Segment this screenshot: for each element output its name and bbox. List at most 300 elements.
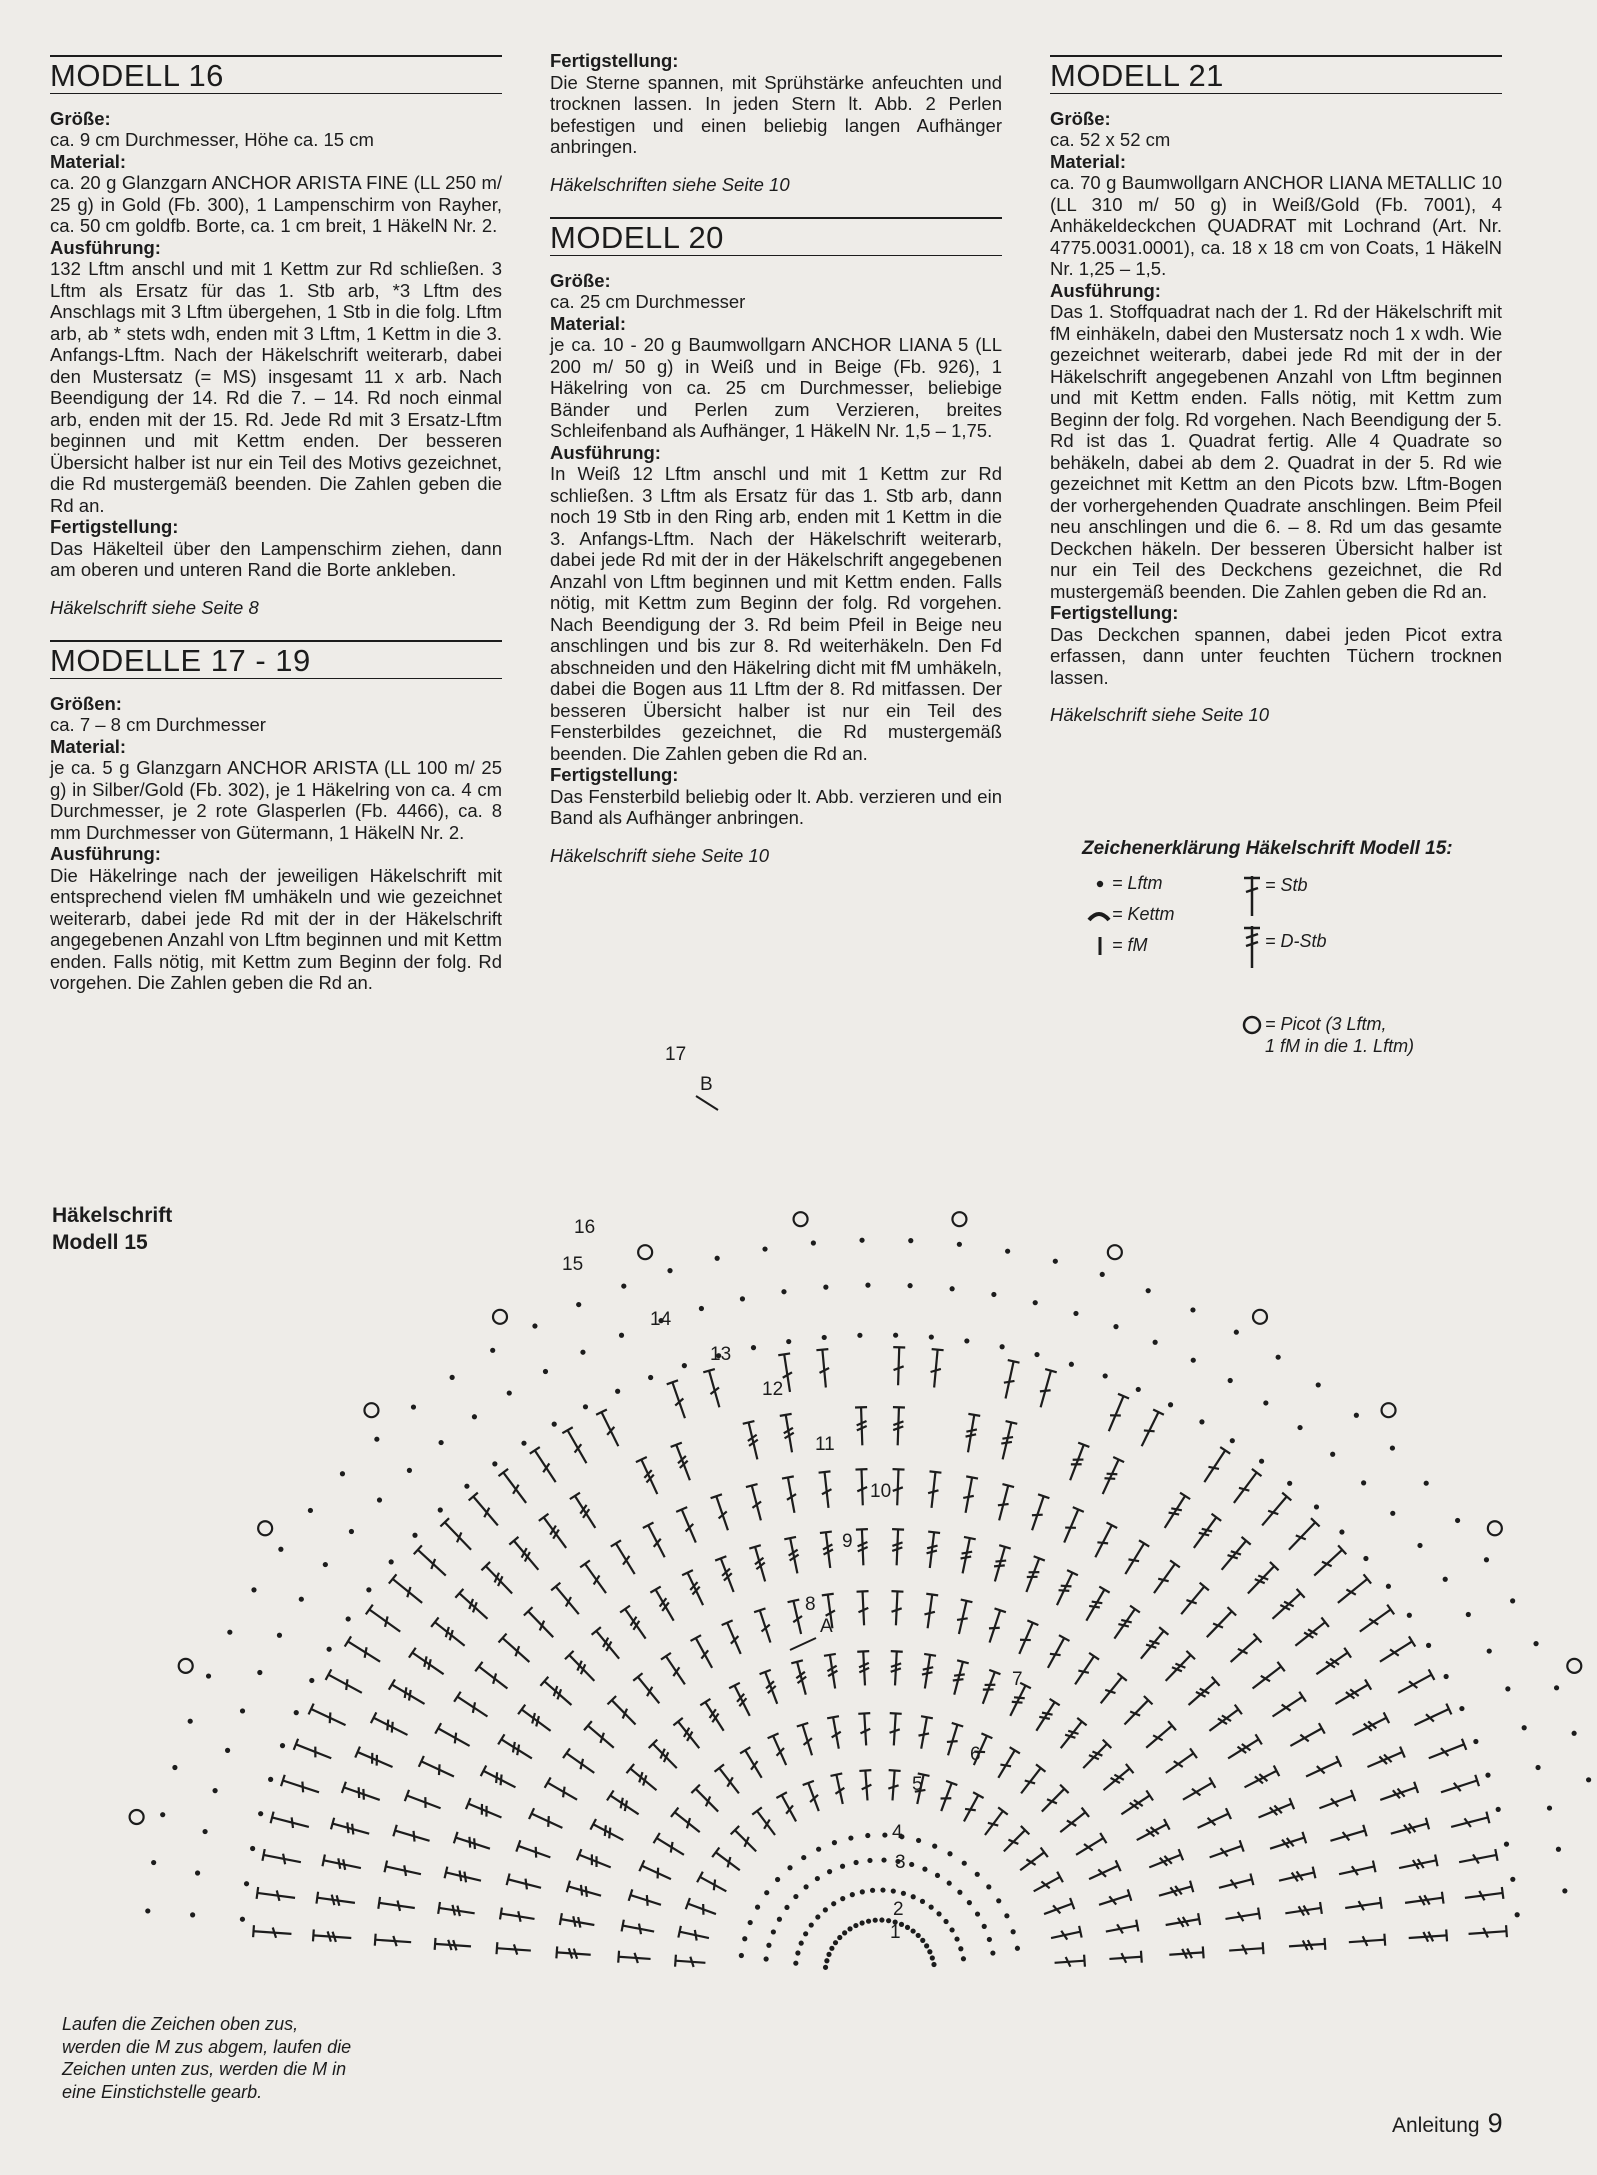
chain-dot	[827, 1869, 832, 1874]
legend-title: Zeichenerklärung Häkelschrift Modell 15:	[1082, 838, 1453, 859]
stitch-mark	[953, 1600, 972, 1636]
chain-dot	[991, 1292, 996, 1297]
stitch-mark	[563, 1748, 598, 1777]
chain-dot	[910, 1928, 915, 1933]
stitch-mark	[507, 1874, 543, 1894]
ausfuehrung-label: Ausführung:	[50, 236, 161, 258]
stitch-mark	[1199, 1447, 1230, 1485]
stitch-mark	[984, 1608, 1006, 1644]
stitch-mark	[1408, 1929, 1447, 1944]
chain-dot	[920, 1938, 925, 1943]
stitch-mark	[820, 1532, 836, 1569]
stitch-mark	[1287, 1723, 1324, 1751]
stitch-mark	[629, 1889, 663, 1910]
stitch-mark	[924, 1532, 940, 1569]
round-number: 8	[805, 1594, 816, 1615]
stitch-mark	[1120, 1540, 1149, 1577]
stitch-mark	[1329, 1825, 1367, 1847]
stitch-mark	[891, 1529, 904, 1565]
stitch-mark	[590, 1819, 626, 1845]
chain-dot	[891, 1888, 896, 1893]
chain-dot	[1033, 1300, 1038, 1305]
chain-dot	[1053, 1259, 1058, 1264]
chain-dot	[795, 1950, 800, 1955]
stitch-mark	[678, 1926, 710, 1944]
chain-dot	[1073, 1311, 1078, 1316]
chain-dot	[206, 1673, 211, 1678]
chain-dot	[826, 1952, 831, 1957]
stitch-mark	[1412, 1704, 1452, 1731]
stitch-mark	[824, 1654, 841, 1689]
chain-dot	[1146, 1288, 1151, 1293]
stitch-mark	[784, 1537, 803, 1575]
chain-dot	[905, 1925, 910, 1930]
chain-dot	[1535, 1765, 1540, 1770]
chain-dot	[299, 1597, 304, 1602]
stitch-mark	[859, 1770, 873, 1801]
chain-dot	[1230, 1438, 1235, 1443]
chain-dot	[793, 1961, 798, 1966]
stitch-mark	[607, 1790, 642, 1819]
chain-dot	[848, 1835, 853, 1840]
chain-dot	[870, 1888, 875, 1893]
chain-dot	[1100, 1272, 1105, 1277]
stitch-mark	[596, 1409, 624, 1448]
stitch-mark	[1217, 1537, 1251, 1574]
stitch-mark	[1217, 1874, 1253, 1894]
chain-dot	[1386, 1584, 1391, 1589]
chain-dot	[1515, 1912, 1520, 1917]
round-number: 5	[912, 1774, 923, 1795]
chain-dot	[1263, 1400, 1268, 1405]
stitch-mark	[1377, 1636, 1416, 1666]
chain-dot	[1330, 1452, 1335, 1457]
stitch-mark	[253, 1925, 292, 1940]
stitch-mark	[1225, 1908, 1260, 1925]
stitch-mark	[1052, 1570, 1078, 1608]
chain-dot	[1259, 1459, 1264, 1464]
stitch-mark	[1096, 1673, 1127, 1707]
chain-dot	[1034, 1352, 1039, 1357]
stitch-mark	[1103, 1394, 1129, 1434]
stitch-mark	[1050, 1926, 1082, 1944]
stitch-mark	[791, 1660, 811, 1696]
chain-dot	[507, 1390, 512, 1395]
stitch-mark	[892, 1407, 905, 1445]
round-number: 13	[710, 1344, 732, 1365]
stitch-mark	[1105, 1920, 1139, 1938]
chain-dot	[929, 1334, 934, 1339]
stitch-mark	[435, 1938, 472, 1952]
stitch-mark	[643, 1522, 670, 1559]
stitch-mark	[405, 1790, 443, 1814]
stitch-mark	[419, 1756, 457, 1782]
chain-dot	[842, 1930, 847, 1935]
groesse-label: Größe:	[50, 107, 111, 129]
fertigstellung-text: Die Sterne spannen, mit Sprühstärke anfeuchten und trocknen lassen. In jeden Stern lt. Abb. 2 Perlen befestigen und einen beliebig langen Aufhänger anbringen.	[550, 71, 1002, 157]
fertigstellung-text: Das Fensterbild beliebig oder lt. Abb. verzieren und ein Band als Aufhänger anbringen.	[550, 785, 1002, 828]
chain-dot	[893, 1333, 898, 1338]
page-reference: Häkelschrift siehe Seite 10	[550, 844, 770, 866]
stitch-mark	[322, 1854, 362, 1873]
stitch-mark	[857, 1651, 871, 1686]
stitch-mark	[469, 1493, 503, 1530]
stitch-mark	[331, 1818, 371, 1840]
round-number: 1	[890, 1922, 901, 1943]
stitch-mark	[888, 1713, 902, 1746]
stitch-mark	[776, 1792, 801, 1824]
chain-dot	[1103, 1373, 1108, 1378]
groesse-text: ca. 25 cm Durchmesser	[550, 291, 746, 312]
stitch-mark	[257, 1887, 296, 1904]
chain-dot	[859, 1238, 864, 1243]
stitch-mark	[993, 1484, 1014, 1522]
chain-dot	[1455, 1518, 1460, 1523]
chain-dot	[748, 1920, 753, 1925]
picot-mark	[1253, 1310, 1267, 1324]
picot-mark	[493, 1310, 507, 1324]
stitch-mark	[1268, 1589, 1304, 1623]
stitch-mark	[855, 1469, 868, 1505]
stitch-mark	[962, 1414, 980, 1453]
stitch-mark	[768, 1733, 792, 1767]
chain-dot	[1547, 1805, 1552, 1810]
chain-dot	[853, 1860, 858, 1865]
stitch-mark	[375, 1934, 412, 1948]
chain-dot	[907, 1283, 912, 1288]
picot-mark	[794, 1212, 808, 1226]
stitch-mark	[454, 1692, 491, 1722]
stitch-mark	[989, 1545, 1011, 1583]
stitch-mark	[636, 1457, 663, 1497]
chain-dot	[799, 1941, 804, 1946]
stitch-mark	[431, 1617, 468, 1650]
stitch-mark	[1097, 1889, 1131, 1910]
stitch-mark	[1097, 1457, 1124, 1497]
stitch-mark	[611, 1540, 640, 1577]
picot-mark	[1488, 1521, 1502, 1535]
stitch-mark	[345, 1636, 384, 1666]
chain-dot	[195, 1870, 200, 1875]
diagram-title-line1: Häkelschrift	[52, 1204, 173, 1227]
stitch-mark	[1189, 1514, 1221, 1552]
chain-dot	[621, 1283, 626, 1288]
chain-dot	[857, 1333, 862, 1338]
stitch-mark	[671, 1443, 696, 1483]
stitch-mark	[673, 1718, 704, 1752]
lftm-label: = Lftm	[1112, 873, 1163, 893]
stitch-mark	[499, 1469, 531, 1507]
chain-dot	[1572, 1731, 1577, 1736]
page-footer	[1392, 2108, 1503, 2139]
stitch-mark	[1427, 1739, 1467, 1764]
chain-dot	[803, 1884, 808, 1889]
stitch-mark	[980, 1807, 1008, 1838]
chain-dot	[250, 1846, 255, 1851]
chain-dot	[908, 1238, 913, 1243]
stitch-mark	[475, 1662, 511, 1693]
chain-dot	[986, 1884, 991, 1889]
groesse-text: ca. 52 x 52 cm	[1050, 129, 1171, 150]
stitch-mark	[518, 1705, 554, 1736]
chain-dot	[927, 1949, 932, 1954]
kettm-label: = Kettm	[1112, 904, 1175, 924]
stitch-mark	[1334, 1574, 1371, 1607]
stitch-mark	[562, 1427, 591, 1466]
chain-dot	[532, 1323, 537, 1328]
picot-mark	[952, 1212, 966, 1226]
round-number: 3	[895, 1852, 906, 1873]
stitch-mark	[816, 1349, 831, 1388]
stitch-mark	[1081, 1587, 1109, 1624]
chain-dot	[190, 1912, 195, 1917]
chain-dot	[472, 1414, 477, 1419]
stitch-mark	[856, 1529, 869, 1565]
stitch-mark	[1468, 1925, 1507, 1940]
stitch-mark	[481, 1562, 516, 1598]
stitch-mark	[957, 1537, 976, 1575]
stitch-mark	[1206, 1705, 1242, 1736]
chain-dot	[815, 1876, 820, 1881]
groesse-text: ca. 9 cm Durchmesser, Höhe ca. 15 cm	[50, 129, 374, 150]
stitch-mark	[1258, 1493, 1292, 1530]
chain-dot	[932, 1844, 937, 1849]
chain-dot	[323, 1562, 328, 1567]
stitch-mark	[1000, 1826, 1030, 1856]
round-number: 15	[562, 1254, 584, 1275]
stitch-mark	[639, 1860, 673, 1884]
stitch-mark	[529, 1808, 565, 1833]
stitch-mark	[675, 1955, 706, 1969]
chain-dot	[366, 1587, 371, 1592]
stitch-mark	[855, 1407, 868, 1445]
stitch-mark	[1118, 1790, 1153, 1819]
stitch-mark	[691, 1635, 718, 1671]
chain-dot	[1496, 1807, 1501, 1812]
stitch-mark	[560, 1913, 596, 1931]
stitch-mark	[1185, 1677, 1220, 1710]
chain-dot	[1417, 1543, 1422, 1548]
chain-dot	[859, 1920, 864, 1925]
chain-dot	[145, 1908, 150, 1913]
stitch-mark	[524, 1607, 558, 1641]
stitch-mark	[1054, 1955, 1085, 1969]
chain-dot	[1390, 1511, 1395, 1516]
stitch-mark	[1161, 1651, 1195, 1685]
chain-dot	[853, 1923, 858, 1928]
stitch-mark	[1142, 1721, 1176, 1752]
chain-dot	[580, 1350, 585, 1355]
chain-dot	[775, 1877, 780, 1882]
stitch-mark	[567, 1881, 603, 1902]
stitch-mark	[1269, 1692, 1306, 1722]
chain-dot	[764, 1890, 769, 1895]
footer-label: Anleitung	[1392, 2114, 1480, 2137]
page-number: 9	[1487, 2108, 1503, 2138]
stitch-mark	[1180, 1777, 1215, 1804]
round-number: 17	[665, 1044, 687, 1065]
stitch-mark	[1450, 1812, 1490, 1833]
chain-dot	[823, 1965, 828, 1970]
chain-dot	[490, 1348, 495, 1353]
stitch-mark	[466, 1798, 504, 1823]
stitch-mark	[960, 1476, 978, 1514]
chain-dot	[762, 1246, 767, 1251]
chain-dot	[346, 1616, 351, 1621]
chain-dot	[439, 1440, 444, 1445]
chain-dot	[957, 1890, 962, 1895]
stitch-mark	[1136, 1409, 1164, 1448]
stitch-mark	[1304, 1756, 1342, 1782]
picot-label: = Picot (3 Lftm, 1 fM in die 1. Lftm)	[1265, 1014, 1415, 1056]
chain-dot	[801, 1855, 806, 1860]
stitch-mark	[1014, 1620, 1039, 1656]
chain-dot	[922, 1867, 927, 1872]
stitch-mark	[649, 1740, 681, 1773]
round-number: 9	[842, 1531, 853, 1552]
stitch-mark	[355, 1747, 395, 1773]
chain-dot	[699, 1306, 704, 1311]
stitch-mark	[1268, 1832, 1306, 1855]
stitch-mark	[712, 1848, 743, 1876]
stitch-mark	[926, 1471, 942, 1508]
stitch-mark	[497, 1942, 532, 1956]
stitch-mark	[1225, 1734, 1262, 1763]
chain-dot	[374, 1437, 379, 1442]
chain-dot	[543, 1369, 548, 1374]
chain-dot	[987, 1937, 992, 1942]
chain-dot	[1424, 1481, 1429, 1486]
stitch-mark	[1070, 1653, 1099, 1688]
picot-mark	[638, 1245, 652, 1259]
stitch-mark	[445, 1867, 483, 1887]
material-label: Material:	[50, 150, 127, 172]
chain-dot	[866, 1919, 871, 1924]
stitch-mark	[1087, 1860, 1121, 1884]
stitch-mark	[481, 1766, 518, 1793]
stitch-mark	[633, 1673, 664, 1707]
chain-dot	[240, 1708, 245, 1713]
chain-dot	[464, 1484, 469, 1489]
chain-dot	[961, 1956, 966, 1961]
chain-dot	[840, 1896, 845, 1901]
page-reference: Häkelschrift siehe Seite 8	[50, 596, 259, 618]
chain-dot	[850, 1892, 855, 1897]
stitch-mark	[1378, 1782, 1418, 1806]
chain-dot	[964, 1338, 969, 1343]
round-number: 4	[892, 1822, 903, 1843]
stitch-mark	[1289, 1938, 1326, 1952]
stitch-mark	[1350, 1712, 1389, 1740]
chain-dot	[450, 1375, 455, 1380]
chain-dot	[962, 1861, 967, 1866]
chain-dot	[1234, 1330, 1239, 1335]
start-arrow	[696, 1096, 718, 1110]
ausfuehrung-text: 132 Lftm anschl und mit 1 Kettm zur Rd schließen. 3 Lftm als Ersatz für das 1. Stb arb, *3 Lftm des Anschlags mit 3 Lftm übergehen, 1 Stb in die folg. Lftm arb, ab * stets wdh, enden mit 3 Lftm, 1 Kettm in die 3. Anfangs-Lftm. Nach der Häkelschrift weiterarb, dabei den Mustersatz (= MS) insgesamt 11 x arb. Nach Beendigung der 14. Rd die 7. – 14. Rd noch einmal arb, enden mit der 15. Rd. Jede Rd mit 3 Ersatz-Lftm beginnen und mit Kettm enden. Der besseren Übersicht halber ist nur ein Teil des Motivs gezeichnet, die Rd mustergemäß beenden. Die Zahlen geben die Rd an.	[50, 258, 502, 516]
diagram-note: Laufen die Zeichen oben zus, werden die M zus abgem, laufen die Zeichen unten zus, werden die M in eine Einstichstelle gearb.	[62, 2014, 352, 2102]
chain-dot	[258, 1811, 263, 1816]
chain-dot	[1510, 1598, 1515, 1603]
stitch-mark	[743, 1421, 763, 1461]
chain-dot	[816, 1847, 821, 1852]
material-text: ca. 20 g Glanzgarn ANCHOR ARISTA FINE (LL 250 m/ 25 g) in Gold (Fb. 300), 1 Lampenschirm von Rayher, ca. 50 cm goldfb. Borte, ca. 1 cm breit, 1 HäkelN Nr. 2.	[50, 172, 502, 236]
chain-dot	[901, 1891, 906, 1896]
fm-label: = fM	[1112, 935, 1148, 955]
chain-dot	[1199, 1419, 1204, 1424]
stitch-mark	[740, 1747, 767, 1781]
chain-dot	[873, 1918, 878, 1923]
chain-dot	[377, 1497, 382, 1502]
chain-dot	[1136, 1387, 1141, 1392]
page-reference: Häkelschrift siehe Seite 10	[1050, 704, 1270, 725]
chain-dot	[1316, 1382, 1321, 1387]
chain-dot	[740, 1296, 745, 1301]
stitch-mark	[378, 1897, 415, 1914]
stitch-mark	[608, 1696, 640, 1729]
round-number: 12	[762, 1379, 784, 1400]
stitch-mark	[890, 1591, 904, 1626]
chain-dot	[950, 1286, 955, 1291]
chain-dot	[764, 1956, 769, 1961]
chain-dot	[943, 1919, 948, 1924]
chain-dot	[1466, 1612, 1471, 1617]
chain-dot	[294, 1710, 299, 1715]
stitch-mark	[1038, 1785, 1069, 1816]
chain-dot	[1354, 1413, 1359, 1418]
stitch-mark	[977, 1670, 1000, 1706]
chain-dot	[811, 1240, 816, 1245]
chain-dot	[957, 1242, 962, 1247]
modell-16-heading: MODELL 16	[50, 55, 502, 94]
stitch-mark	[577, 1849, 613, 1873]
chain-dot	[1586, 1777, 1591, 1782]
chain-dot	[244, 1881, 249, 1886]
chain-dot	[188, 1719, 193, 1724]
chain-dot	[831, 1901, 836, 1906]
stitch-mark	[1120, 1696, 1152, 1729]
chain-dot	[803, 1931, 808, 1936]
stitch-mark	[294, 1739, 334, 1764]
stitch-mark	[922, 1594, 939, 1629]
chain-dot	[865, 1833, 870, 1838]
chain-dot	[327, 1647, 332, 1652]
stitch-mark	[1031, 1699, 1059, 1734]
stitch-mark	[371, 1712, 410, 1740]
stitch-mark	[654, 1833, 688, 1860]
modelle-17-19-heading: MODELLE 17 - 19	[50, 640, 502, 679]
chain-dot	[1005, 1249, 1010, 1254]
chain-dot	[935, 1873, 940, 1878]
stitch-mark	[516, 1840, 552, 1863]
stitch-mark	[1021, 1556, 1045, 1594]
stitch-mark	[942, 1723, 963, 1757]
chain-dot	[1287, 1481, 1292, 1486]
stitch-mark	[1244, 1562, 1279, 1598]
chain-dot	[975, 1872, 980, 1877]
material-label: Material:	[50, 735, 127, 757]
chain-dot	[438, 1507, 443, 1512]
material-label: Material:	[550, 312, 627, 334]
chain-dot	[1153, 1340, 1158, 1345]
chain-dot	[682, 1363, 687, 1368]
fertigstellung-label: Fertigstellung:	[1050, 602, 1179, 623]
stitch-mark	[831, 1773, 849, 1805]
stitch-mark	[691, 1785, 722, 1816]
chain-dot	[1484, 1557, 1489, 1562]
stitch-mark	[1031, 1872, 1063, 1897]
round-number: 2	[893, 1899, 904, 1920]
chain-dot	[1556, 1847, 1561, 1852]
